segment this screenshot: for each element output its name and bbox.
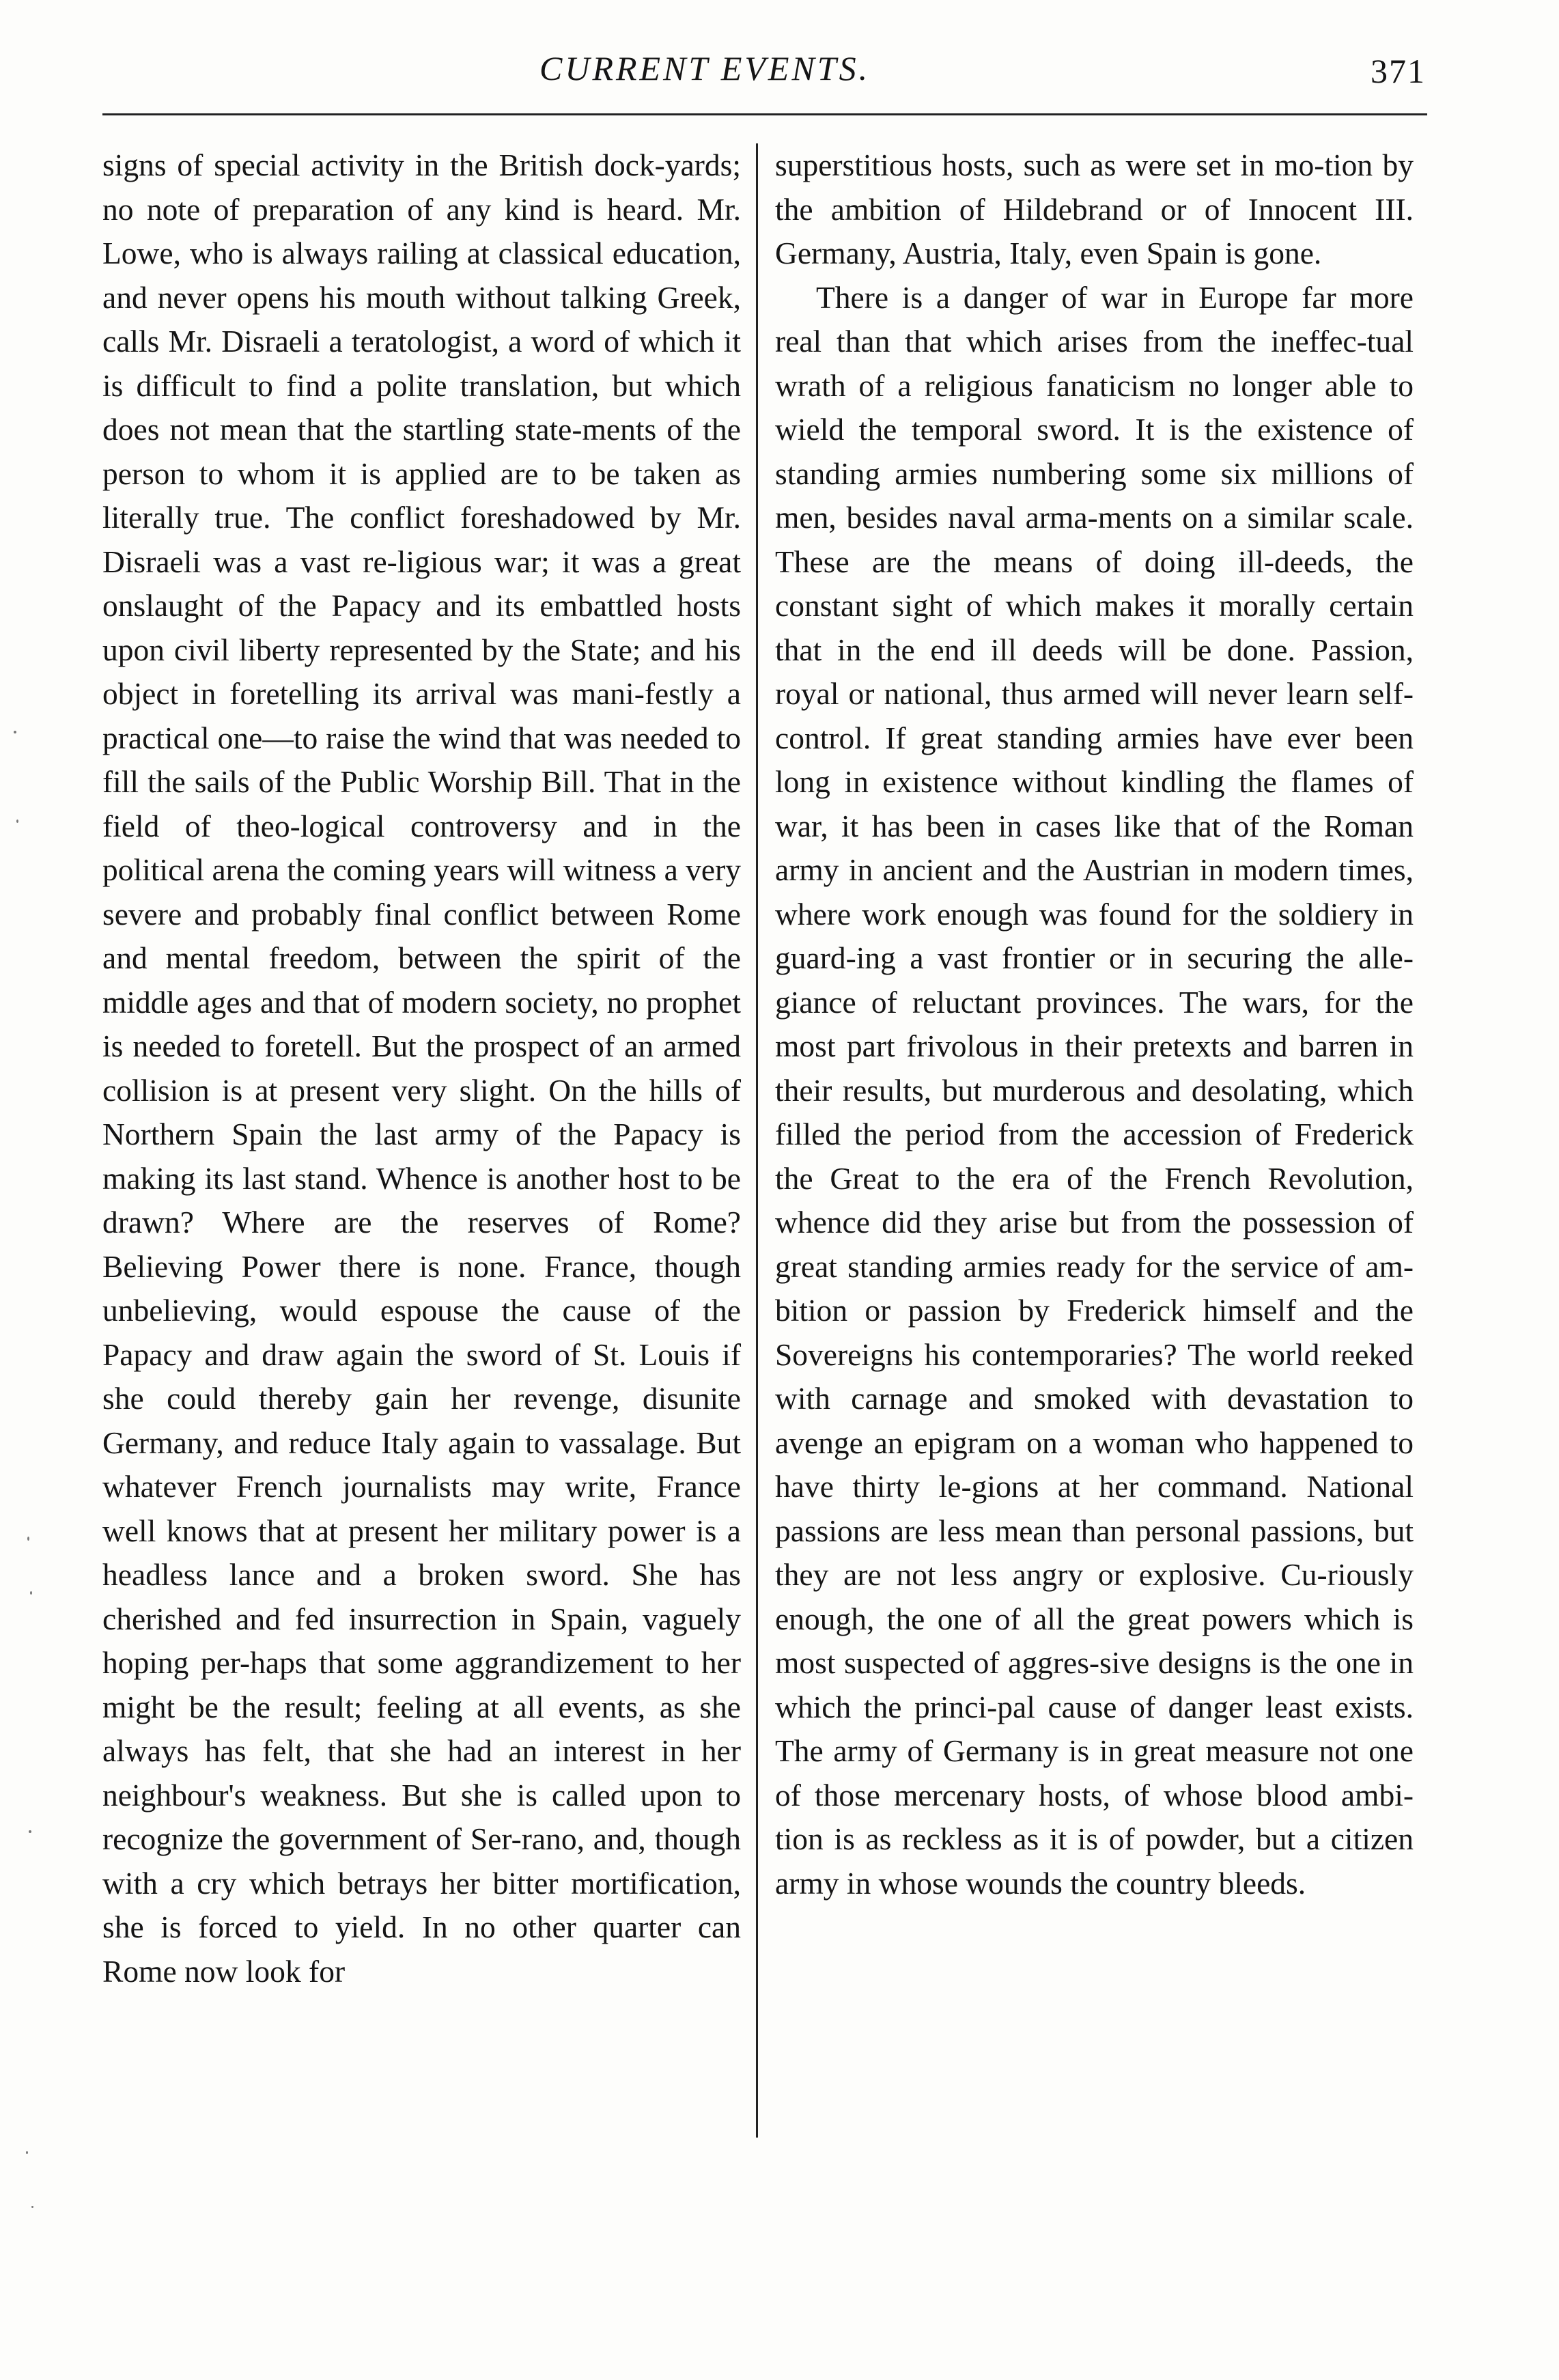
scan-speck — [27, 1537, 29, 1541]
column-divider — [756, 143, 758, 2138]
scan-speck — [31, 2206, 33, 2208]
running-head — [0, 41, 1559, 96]
header-rule — [102, 113, 1427, 115]
left-paragraph-1: signs of special activity in the British dock-yards; no note of preparation of any kind is heard. Mr. Lowe, who is always railing at classical education, and never opens his mouth without talking Greek, calls Mr. Disraeli a teratologist, a word of which it is difficult to find a polite translation, but which does not mean that the startling state-ments of the person to whom it is applied are to be taken as literally true. The conflict foreshadowed by Mr. Disraeli was a vast re-ligious war; it was a great onslaught of the Papacy and its embattled hosts upon civil liberty represented by the State; and his object in foretelling its arrival was mani-festly a practical one—to raise the wind that was needed to fill the sails of the Public Worship Bill. That in the field of theo-logical controversy and in the political arena the coming years will witness a very severe and probably final conflict between Rome and mental freedom, between the spirit of the middle ages and that of modern society, no prophet is needed to foretell. But the prospect of an armed collision is at present very slight. On the hills of Northern Spain the last army of the Papacy is making its last stand. Whence is another host to be drawn? Where are the reserves of Rome? Believing Power there is none. France, though unbelieving, would espouse the cause of the Papacy and draw again the sword of St. Louis if she could thereby gain her revenge, disunite Germany, and reduce Italy again to vassalage. But whatever French journalists may write, France well knows that at present her military power is a headless lance and a broken sword. She has cherished and fed insurrection in Spain, vaguely hoping per-haps that some aggrandizement to her might be the result; feeling at all events, as she always has felt, that she had an interest in her neighbour's weakness. But she is called upon to recognize the government of Ser-rano, and, though with a cry which betrays her bitter mortification, she is forced to yield. In no other quarter can Rome now look for — [102, 148, 741, 1989]
scan-speck — [16, 820, 18, 823]
scan-speck — [30, 1591, 32, 1595]
scan-speck — [26, 2151, 28, 2154]
right-paragraph-1: superstitious hosts, such as were set in mo-tion by the ambition of Hildebrand or of Innocent III. Germany, Austria, Italy, even Spain is gone. — [775, 148, 1414, 270]
right-paragraph-2: There is a danger of war in Europe far more real than that which arises from the ineffec-tual wrath of a religious fanaticism no longer able to wield the temporal sword. It is the existence of standing armies numbering some six millions of men, besides naval arma-ments on a similar scale. These are the means of doing ill-deeds, the constant sight of which makes it morally certain that in the end ill deeds will be done. Passion, royal or national, thus armed will never learn self-control. If great standing armies have ever been long in existence without kindling the flames of war, it has been in cases like that of the Roman army in ancient and the Austrian in modern times, where work enough was found for the soldiery in guard-ing a vast frontier or in securing the alle-giance of reluctant provinces. The wars, for the most part frivolous in their pretexts and barren in their results, but murderous and desolating, which filled the period from the accession of Frederick the Great to the era of the French Revolution, whence did they arise but from the possession of great standing armies ready for the service of am-bition or passion by Frederick himself and the Sovereigns his contemporaries? The world reeked with carnage and smoked with devastation to avenge an epigram on a woman who happened to have thirty le-gions at her command. National passions are less mean than personal passions, but they are not less angry or explosive. Cu-riously enough, the one of all the great powers which is most suspected of aggres-sive designs is the one in which the princi-pal cause of danger least exists. The army of Germany is in great measure not one of those mercenary hosts, of whose blood ambi-tion is as reckless as it is of powder, but a citizen army in whose wounds the country bleeds. — [775, 279, 1414, 1901]
page-number: 371 — [1371, 52, 1426, 90]
scan-speck — [29, 1830, 31, 1833]
left-column — [102, 143, 741, 1993]
scan-speck — [14, 731, 16, 733]
right-column — [775, 143, 1414, 1905]
running-title: CURRENT EVENTS. — [539, 49, 871, 87]
